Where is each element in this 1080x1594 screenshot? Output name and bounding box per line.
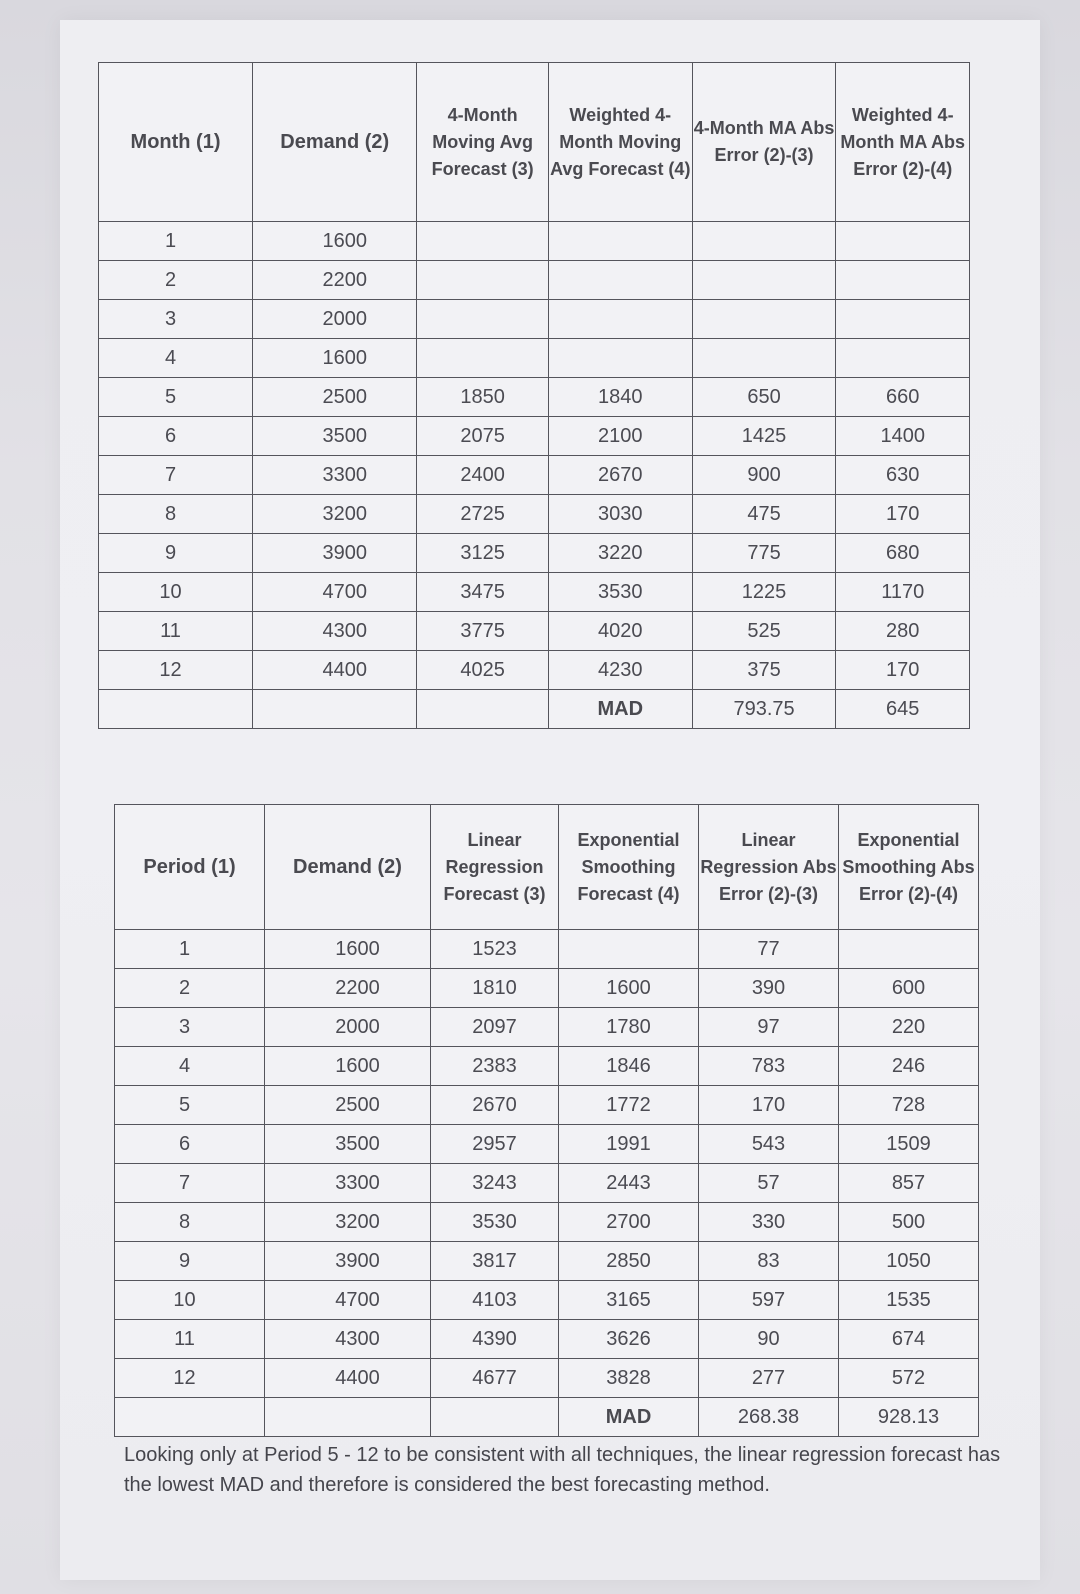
table-cell: 2000 xyxy=(265,1008,431,1047)
table-cell: 170 xyxy=(836,495,970,534)
table2-header-row xyxy=(115,805,979,930)
table-cell: 83 xyxy=(699,1242,839,1281)
table-cell: 5 xyxy=(99,378,253,417)
table-row xyxy=(115,1242,979,1281)
column-header: Weighted 4-Month Moving Avg Forecast (4) xyxy=(548,63,692,222)
table-cell: 1425 xyxy=(692,417,836,456)
table-cell: 475 xyxy=(692,495,836,534)
table-row xyxy=(99,378,970,417)
table-cell: 1523 xyxy=(431,930,559,969)
table-cell: 2200 xyxy=(265,969,431,1008)
table-cell: 1600 xyxy=(253,339,417,378)
table-cell: 3530 xyxy=(548,573,692,612)
moving-average-table xyxy=(98,62,970,729)
table-cell: 2670 xyxy=(548,456,692,495)
table-cell: 2100 xyxy=(548,417,692,456)
table-cell: 1850 xyxy=(417,378,548,417)
mad-row xyxy=(115,1398,979,1437)
table-cell: 220 xyxy=(839,1008,979,1047)
table-cell: 7 xyxy=(115,1164,265,1203)
table-cell: 500 xyxy=(839,1203,979,1242)
table-cell: 775 xyxy=(692,534,836,573)
mad-value xyxy=(265,1398,431,1437)
table-cell: 2 xyxy=(99,261,253,300)
table-cell: 4103 xyxy=(431,1281,559,1320)
table-cell: 680 xyxy=(836,534,970,573)
table-cell: 3200 xyxy=(253,495,417,534)
table-cell: 7 xyxy=(99,456,253,495)
table-cell: 3243 xyxy=(431,1164,559,1203)
table-cell: 1600 xyxy=(253,222,417,261)
table-cell xyxy=(836,300,970,339)
table-cell xyxy=(692,339,836,378)
table-cell: 3125 xyxy=(417,534,548,573)
table-cell xyxy=(559,930,699,969)
table-cell: 2075 xyxy=(417,417,548,456)
table-cell: 246 xyxy=(839,1047,979,1086)
table-cell xyxy=(417,222,548,261)
table-cell: 3300 xyxy=(253,456,417,495)
table-cell: 2097 xyxy=(431,1008,559,1047)
table-cell: 4230 xyxy=(548,651,692,690)
table-cell: 5 xyxy=(115,1086,265,1125)
mad-value xyxy=(253,690,417,729)
table-cell: 3030 xyxy=(548,495,692,534)
table-cell: 12 xyxy=(99,651,253,690)
table-cell: 2 xyxy=(115,969,265,1008)
table-cell: 3165 xyxy=(559,1281,699,1320)
column-header: Period (1) xyxy=(115,805,265,930)
table-cell: 1840 xyxy=(548,378,692,417)
table-cell: 4400 xyxy=(265,1359,431,1398)
table-cell: 3 xyxy=(115,1008,265,1047)
table-cell: 12 xyxy=(115,1359,265,1398)
table-cell xyxy=(836,339,970,378)
table-cell: 9 xyxy=(115,1242,265,1281)
table-row xyxy=(115,1164,979,1203)
table-cell xyxy=(836,222,970,261)
table-cell: 2500 xyxy=(253,378,417,417)
table-cell: 783 xyxy=(699,1047,839,1086)
table-cell: 97 xyxy=(699,1008,839,1047)
table-cell: 8 xyxy=(115,1203,265,1242)
table-cell: 4 xyxy=(115,1047,265,1086)
table-cell: 3530 xyxy=(431,1203,559,1242)
table-cell: 600 xyxy=(839,969,979,1008)
mad-value: 645 xyxy=(836,690,970,729)
table-cell: 4700 xyxy=(253,573,417,612)
table-cell: 330 xyxy=(699,1203,839,1242)
table-cell: 2670 xyxy=(431,1086,559,1125)
table-cell: 57 xyxy=(699,1164,839,1203)
table-cell: 2000 xyxy=(253,300,417,339)
table-cell: 90 xyxy=(699,1320,839,1359)
table-cell: 4025 xyxy=(417,651,548,690)
table-row xyxy=(115,969,979,1008)
table-row xyxy=(115,1125,979,1164)
table-row xyxy=(115,1047,979,1086)
mad-value xyxy=(99,690,253,729)
table-row xyxy=(99,612,970,651)
table-row xyxy=(99,573,970,612)
table-cell: 3200 xyxy=(265,1203,431,1242)
table-cell: 728 xyxy=(839,1086,979,1125)
table-row xyxy=(99,534,970,573)
table-cell: 2200 xyxy=(253,261,417,300)
table-cell xyxy=(417,300,548,339)
table-row xyxy=(115,930,979,969)
table-cell: 1780 xyxy=(559,1008,699,1047)
table-cell: 900 xyxy=(692,456,836,495)
table-cell xyxy=(548,222,692,261)
table-cell: 1 xyxy=(115,930,265,969)
table-cell xyxy=(417,339,548,378)
table-cell: 3300 xyxy=(265,1164,431,1203)
table-row xyxy=(99,339,970,378)
table-cell xyxy=(548,300,692,339)
mad-value: 793.75 xyxy=(692,690,836,729)
table-cell: 277 xyxy=(699,1359,839,1398)
table-cell xyxy=(839,930,979,969)
table-cell: 630 xyxy=(836,456,970,495)
table-cell: 1400 xyxy=(836,417,970,456)
table-cell: 2957 xyxy=(431,1125,559,1164)
table-cell xyxy=(692,222,836,261)
table-cell: 525 xyxy=(692,612,836,651)
mad-value: 928.13 xyxy=(839,1398,979,1437)
table-cell: 4700 xyxy=(265,1281,431,1320)
table-cell: 1509 xyxy=(839,1125,979,1164)
table-cell: 543 xyxy=(699,1125,839,1164)
table-cell: 1991 xyxy=(559,1125,699,1164)
table-row xyxy=(99,456,970,495)
regression-smoothing-table xyxy=(114,804,979,1437)
table-cell: 2850 xyxy=(559,1242,699,1281)
table-cell: 6 xyxy=(99,417,253,456)
table-cell: 2443 xyxy=(559,1164,699,1203)
column-header: Exponential Smoothing Abs Error (2)-(4) xyxy=(839,805,979,930)
column-header: Linear Regression Forecast (3) xyxy=(431,805,559,930)
column-header: Exponential Smoothing Forecast (4) xyxy=(559,805,699,930)
table1-header-row xyxy=(99,63,970,222)
table-row xyxy=(99,300,970,339)
mad-value xyxy=(115,1398,265,1437)
table-cell: 11 xyxy=(99,612,253,651)
table-cell: 77 xyxy=(699,930,839,969)
table-cell: 1772 xyxy=(559,1086,699,1125)
table-cell: 4400 xyxy=(253,651,417,690)
table-row xyxy=(115,1281,979,1320)
table-cell: 3500 xyxy=(253,417,417,456)
table-cell xyxy=(417,261,548,300)
column-header: 4-Month MA Abs Error (2)-(3) xyxy=(692,63,836,222)
mad-value xyxy=(417,690,548,729)
table-row xyxy=(99,651,970,690)
table-cell: 2383 xyxy=(431,1047,559,1086)
table-cell xyxy=(548,339,692,378)
table-cell: 3775 xyxy=(417,612,548,651)
table-row xyxy=(115,1008,979,1047)
mad-row xyxy=(99,690,970,729)
table-cell: 1600 xyxy=(265,1047,431,1086)
table-cell: 1 xyxy=(99,222,253,261)
table-cell: 11 xyxy=(115,1320,265,1359)
table-cell: 280 xyxy=(836,612,970,651)
table-cell: 3828 xyxy=(559,1359,699,1398)
table-cell: 1600 xyxy=(559,969,699,1008)
table-cell: 3 xyxy=(99,300,253,339)
table-cell: 3500 xyxy=(265,1125,431,1164)
table-cell: 4390 xyxy=(431,1320,559,1359)
column-header: Weighted 4-Month MA Abs Error (2)-(4) xyxy=(836,63,970,222)
table-cell: 1846 xyxy=(559,1047,699,1086)
table-cell xyxy=(692,300,836,339)
table-cell: 597 xyxy=(699,1281,839,1320)
table-cell: 1600 xyxy=(265,930,431,969)
table-cell: 1050 xyxy=(839,1242,979,1281)
table-cell: 674 xyxy=(839,1320,979,1359)
mad-label: MAD xyxy=(559,1398,699,1437)
table-cell: 10 xyxy=(115,1281,265,1320)
column-header: Linear Regression Abs Error (2)-(3) xyxy=(699,805,839,930)
table-row xyxy=(115,1086,979,1125)
table-cell: 857 xyxy=(839,1164,979,1203)
table-cell: 2500 xyxy=(265,1086,431,1125)
table-cell: 8 xyxy=(99,495,253,534)
table-cell: 572 xyxy=(839,1359,979,1398)
table-row xyxy=(115,1203,979,1242)
table-row xyxy=(99,222,970,261)
table-cell: 390 xyxy=(699,969,839,1008)
table-cell: 3475 xyxy=(417,573,548,612)
table-cell: 4300 xyxy=(265,1320,431,1359)
table-cell: 3220 xyxy=(548,534,692,573)
table-cell: 2400 xyxy=(417,456,548,495)
conclusion-text: Looking only at Period 5 - 12 to be consistent with all techniques, the linear regression forecast has the lowest MAD and therefore is considered the best forecasting method. xyxy=(124,1444,1001,1496)
table-cell: 1535 xyxy=(839,1281,979,1320)
table-cell: 170 xyxy=(836,651,970,690)
table-cell: 1225 xyxy=(692,573,836,612)
mad-value: 268.38 xyxy=(699,1398,839,1437)
table-cell: 3817 xyxy=(431,1242,559,1281)
table-cell: 3900 xyxy=(265,1242,431,1281)
table-cell: 1170 xyxy=(836,573,970,612)
table-row xyxy=(115,1359,979,1398)
table-cell: 6 xyxy=(115,1125,265,1164)
table-row xyxy=(115,1320,979,1359)
table-cell xyxy=(836,261,970,300)
table-cell: 4020 xyxy=(548,612,692,651)
table-cell: 170 xyxy=(699,1086,839,1125)
table-cell: 660 xyxy=(836,378,970,417)
table-cell: 3626 xyxy=(559,1320,699,1359)
table-cell: 3900 xyxy=(253,534,417,573)
table-cell xyxy=(548,261,692,300)
column-header: Demand (2) xyxy=(253,63,417,222)
table-cell: 1810 xyxy=(431,969,559,1008)
table-row xyxy=(99,495,970,534)
table-cell: 4 xyxy=(99,339,253,378)
table-row xyxy=(99,261,970,300)
column-header: 4-Month Moving Avg Forecast (3) xyxy=(417,63,548,222)
column-header: Month (1) xyxy=(99,63,253,222)
table-cell: 2725 xyxy=(417,495,548,534)
mad-label: MAD xyxy=(548,690,692,729)
table-cell: 375 xyxy=(692,651,836,690)
table-cell: 4677 xyxy=(431,1359,559,1398)
table-cell: 2700 xyxy=(559,1203,699,1242)
table-row xyxy=(99,417,970,456)
table-cell: 9 xyxy=(99,534,253,573)
table-cell: 10 xyxy=(99,573,253,612)
table-cell: 650 xyxy=(692,378,836,417)
table-cell: 4300 xyxy=(253,612,417,651)
table-cell xyxy=(692,261,836,300)
column-header: Demand (2) xyxy=(265,805,431,930)
mad-value xyxy=(431,1398,559,1437)
